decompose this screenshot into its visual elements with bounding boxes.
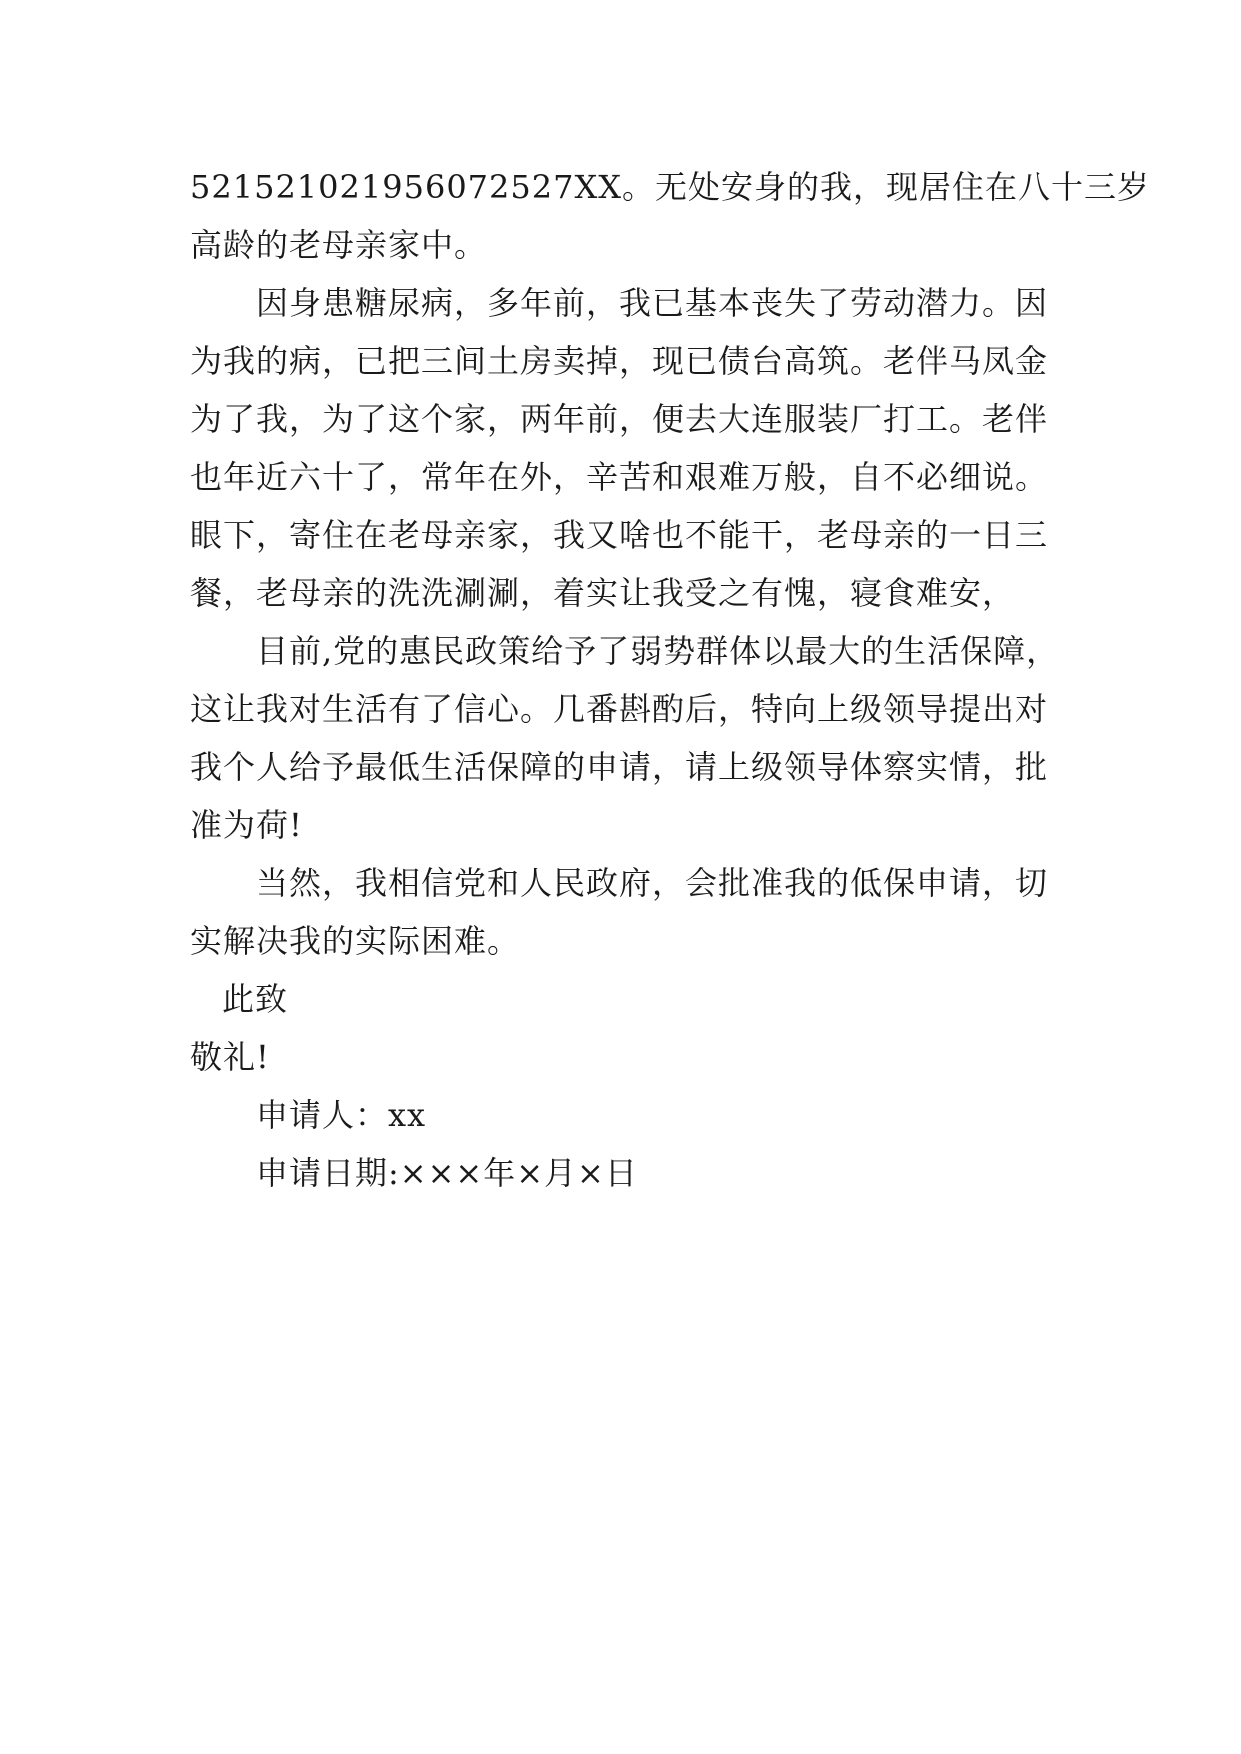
body-line-12: 准为荷! [190,806,303,844]
body-line-5: 为了我，为了这个家，两年前，便去大连服装厂打工。老伴 [190,400,1049,438]
body-line-10: 这让我对生活有了信心。几番斟酌后，特向上级领导提出对 [190,690,1049,728]
body-line-3: 因身患糖尿病，多年前，我已基本丧失了劳动潜力。因 [256,284,1049,322]
body-line-13: 当然，我相信党和人民政府，会批准我的低保申请，切 [256,864,1049,902]
body-line-7: 眼下，寄住在老母亲家，我又啥也不能干，老母亲的一日三 [190,516,1049,554]
body-line-11: 我个人给予最低生活保障的申请，请上级领导体察实情，批 [190,748,1049,786]
application-date: 申请日期:×××年×月×日 [256,1154,638,1192]
closing-salutation: 此致 [222,980,289,1018]
body-line-4: 为我的病，已把三间土房卖掉，现已债台高筑。老伴马凤金 [190,342,1049,380]
body-line-2: 高龄的老母亲家中。 [190,226,488,264]
letter-body [190,158,1151,1202]
body-line-1: 521521021956072527XX。无处安身的我，现居住在八十三岁 [190,168,1151,206]
body-line-9: 目前,党的惠民政策给予了弱势群体以最大的生活保障， [256,632,1060,670]
body-line-8: 餐，老母亲的洗洗涮涮，着实让我受之有愧，寝食难安， [190,574,1016,612]
body-line-6: 也年近六十了，常年在外，辛苦和艰难万般，自不必细说。 [190,458,1049,496]
applicant-name: 申请人：xx [256,1096,427,1134]
closing-regards: 敬礼! [190,1038,270,1076]
body-line-14: 实解决我的实际困难。 [190,922,521,960]
